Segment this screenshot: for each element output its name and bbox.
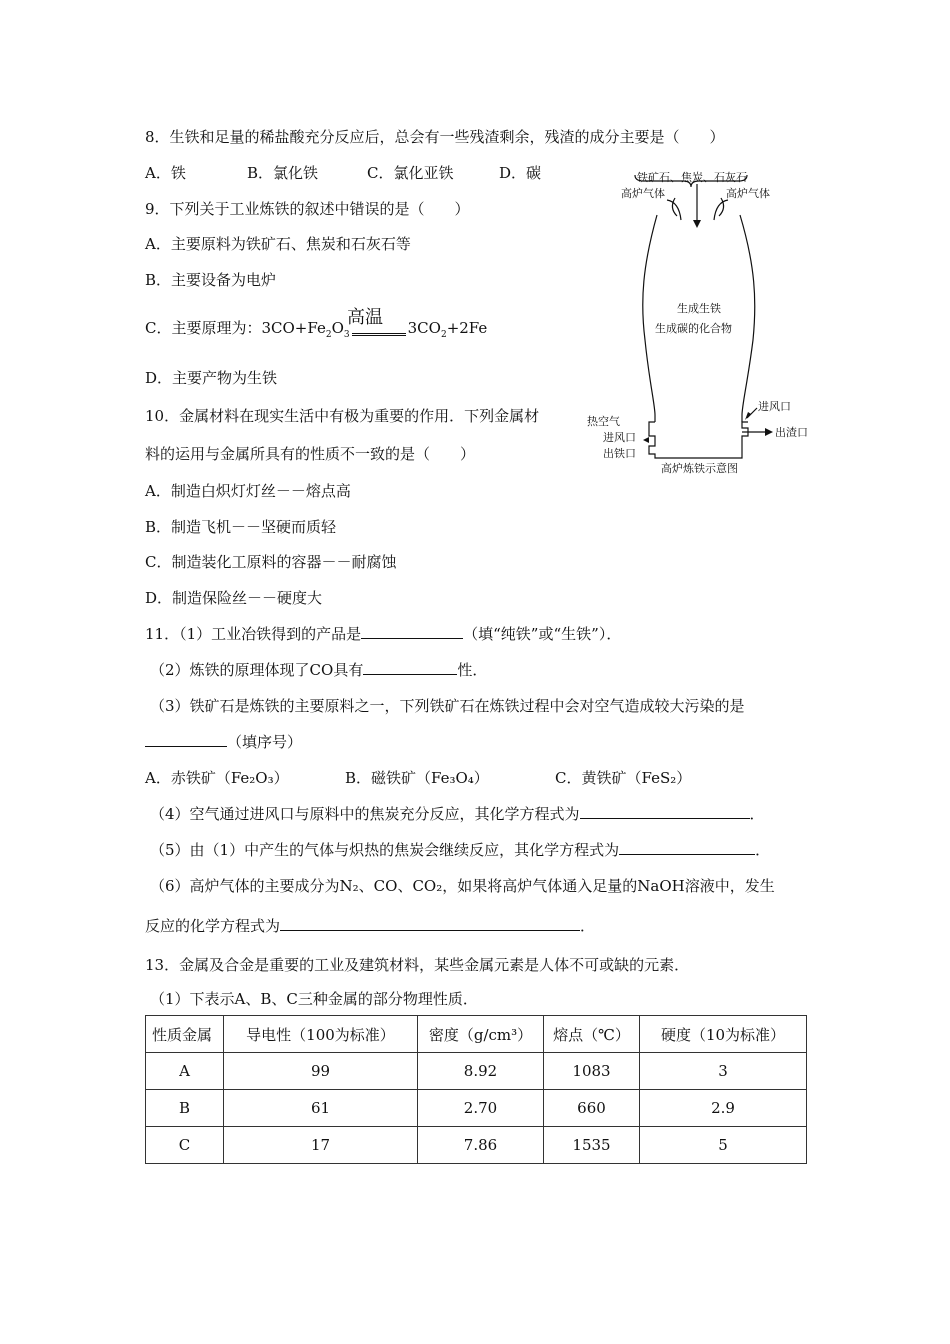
table-row <box>146 1053 807 1090</box>
table-cell: C <box>146 1127 224 1164</box>
ore-option-a: A．赤铁矿（Fe₂O₃） <box>145 769 289 787</box>
table-cell: 61 <box>224 1090 418 1127</box>
answer-blank[interactable] <box>580 803 750 819</box>
answer-blank[interactable] <box>280 915 580 931</box>
table-header: 硬度（10为标准） <box>640 1016 807 1053</box>
q13-part1: （1）下表示A、B、C三种金属的部分物理性质． <box>150 990 478 1008</box>
label-center-1: 生成生铁 <box>677 302 721 315</box>
q8-option-c: C．氯化亚铁 <box>367 164 454 182</box>
q11-part5: （5）由（1）中产生的气体与炽热的焦炭会继续反应，其化学方程式为 ． <box>150 841 771 859</box>
ore-option-b: B．磁铁矿（Fe₃O₄） <box>345 769 489 787</box>
table-cell: 7.86 <box>418 1127 544 1164</box>
table-cell: 5 <box>640 1127 807 1164</box>
table-cell: 17 <box>224 1127 418 1164</box>
label-gas-right: 高炉气体 <box>726 187 770 200</box>
blast-furnace-diagram <box>585 170 830 480</box>
table-cell: 99 <box>224 1053 418 1090</box>
table-cell: A <box>146 1053 224 1090</box>
table-header: 性质金属 <box>146 1016 224 1053</box>
label-center-2: 生成碳的化合物 <box>655 322 732 335</box>
label-slag-out: 出渣口 <box>775 426 808 439</box>
answer-blank[interactable] <box>145 731 227 747</box>
label-inlet-left: 进风口 <box>603 431 636 444</box>
q8-options <box>145 162 541 184</box>
reaction-condition: 高温 <box>347 307 383 328</box>
table-cell: 660 <box>544 1090 640 1127</box>
furnace-right-wall <box>740 215 755 422</box>
q10-option-c: C．制造装化工原料的容器－－耐腐蚀 <box>145 553 397 571</box>
q8-option-a: A．铁 <box>145 164 186 182</box>
table-row <box>146 1127 807 1164</box>
q13-stem: 13．金属及合金是重要的工业及建筑材料，某些金属元素是人体不可或缺的元素． <box>145 956 690 974</box>
table-cell: 1535 <box>544 1127 640 1164</box>
q9-stem: 9．下列关于工业炼铁的叙述中错误的是（ ） <box>145 200 470 218</box>
answer-blank[interactable] <box>363 659 457 675</box>
q8-option-d: D．碳 <box>499 164 542 182</box>
table-row <box>146 1090 807 1127</box>
answer-blank[interactable] <box>361 623 463 639</box>
q10-option-d: D．制造保险丝－－硬度大 <box>145 589 323 607</box>
label-gas-left: 高炉气体 <box>621 187 665 200</box>
table-cell: 8.92 <box>418 1053 544 1090</box>
q11-part6-line1: （6）高炉气体的主要成分为N₂、CO、CO₂，如果将高炉气体通入足量的NaOH溶液中，发生 <box>150 877 775 895</box>
table-header: 密度（g/cm³） <box>418 1016 544 1053</box>
table-header-row <box>146 1016 807 1053</box>
q11-ores <box>145 767 691 789</box>
q9-option-d: D．主要产物为生铁 <box>145 369 278 387</box>
q11-part3: （3）铁矿石是炼铁的主要原料之一，下列铁矿石在炼铁过程中会对空气造成较大污染的是 <box>150 697 745 715</box>
table-header: 熔点（℃） <box>544 1016 640 1053</box>
q10-stem-line2: 料的运用与金属所具有的性质不一致的是（ ） <box>145 445 476 463</box>
label-inlet-right: 进风口 <box>758 400 791 413</box>
answer-blank[interactable] <box>619 839 755 855</box>
table-header: 导电性（100为标准） <box>224 1016 418 1053</box>
gas-outlet-left <box>667 200 681 220</box>
q11-part2: （2）炼铁的原理体现了CO具有 性． <box>150 661 488 679</box>
q9-option-c: C．主要原理为：$3CO+Fe_2O_3$ $3CO_2+2Fe$ <box>145 319 488 340</box>
furnace-hearth <box>649 422 748 458</box>
table-cell: 2.9 <box>640 1090 807 1127</box>
q10-stem-line1: 10．金属材料在现实生活中有极为重要的作用．下列金属材 <box>145 407 540 425</box>
ore-option-c: C．黄铁矿（FeS₂） <box>555 769 692 787</box>
label-hot-air: 热空气 <box>587 415 620 428</box>
q11-part3-answer: （填序号） <box>145 731 302 753</box>
label-raw-materials: 铁矿石、焦炭、石灰石 <box>637 171 747 184</box>
table-cell: B <box>146 1090 224 1127</box>
table-cell: 1083 <box>544 1053 640 1090</box>
q9-option-b: B．主要设备为电炉 <box>145 271 277 289</box>
table-cell: 2.70 <box>418 1090 544 1127</box>
gas-outlet-right <box>714 200 728 220</box>
q10-option-a: A．制造白炽灯灯丝－－熔点高 <box>145 482 351 500</box>
q11-part6-line2: 反应的化学方程式为 ． <box>145 917 596 935</box>
q8-option-b: B．氯化铁 <box>247 164 319 182</box>
q11-part4: （4）空气通过进风口与原料中的焦炭充分反应，其化学方程式为 ． <box>150 805 765 823</box>
furnace-left-wall <box>643 215 657 422</box>
metal-properties-table <box>145 1015 807 1164</box>
diagram-caption: 高炉炼铁示意图 <box>661 462 738 475</box>
label-iron-out: 出铁口 <box>603 447 636 460</box>
q10-option-b: B．制造飞机－－坚硬而质轻 <box>145 518 337 536</box>
table-cell: 3 <box>640 1053 807 1090</box>
q8-stem: 8．生铁和足量的稀盐酸充分反应后，总会有一些残渣剩余，残渣的成分主要是（ ） <box>145 128 725 146</box>
q9-option-a: A．主要原料为铁矿石、焦炭和石灰石等 <box>145 235 411 253</box>
q11-part1: 11．（1）工业冶铁得到的产品是 （填“纯铁”或“生铁”）． <box>145 625 622 643</box>
